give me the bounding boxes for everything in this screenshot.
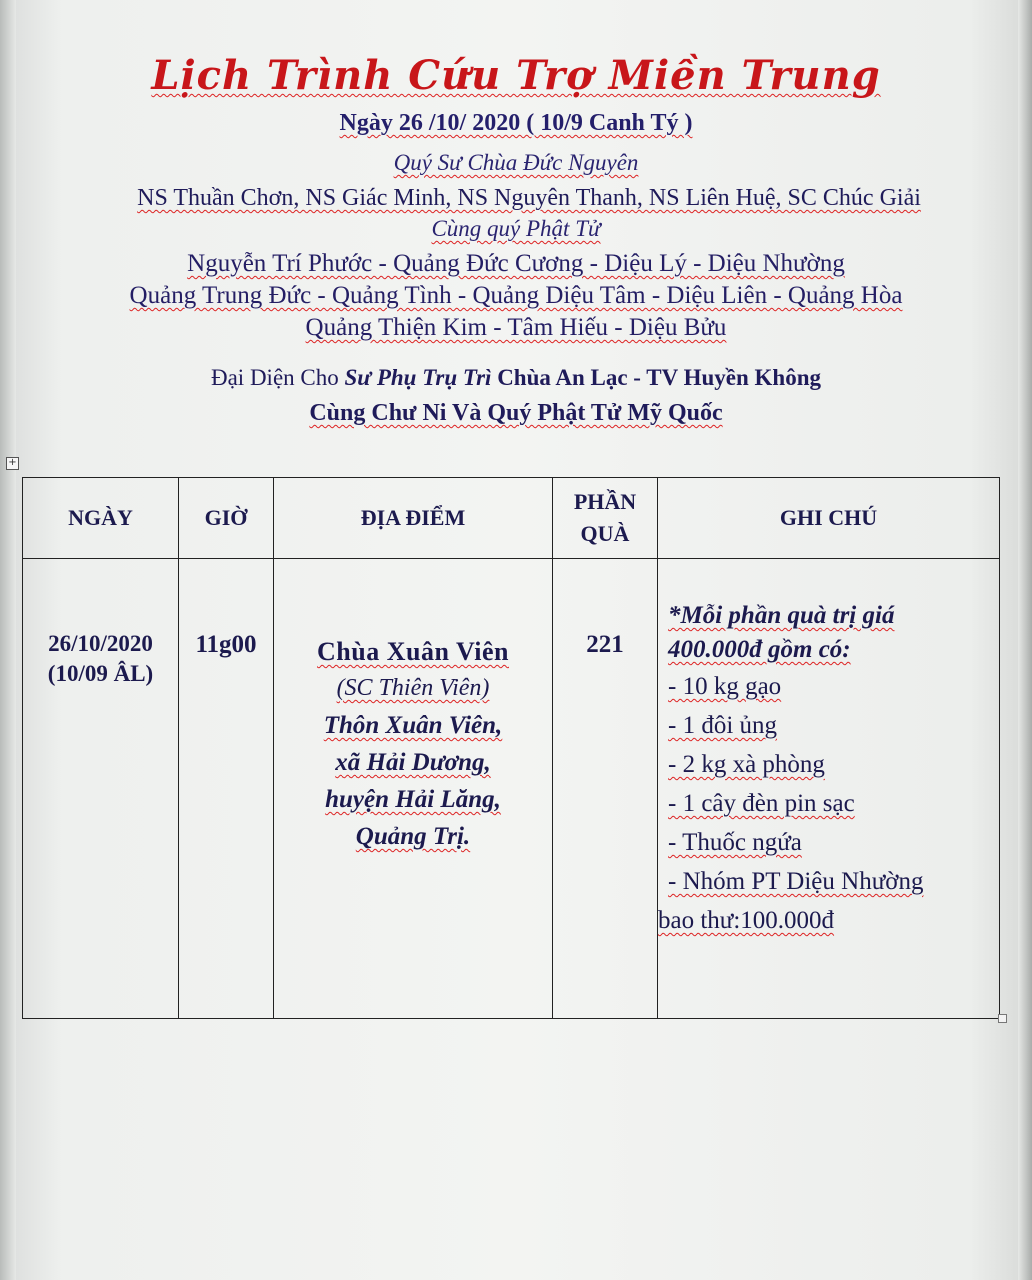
representative-line-2: Cùng Chư Ni Và Quý Phật Tử Mỹ Quốc [309,400,723,426]
place-sub: (SC Thiên Viên) [336,675,490,701]
note-tail: bao thư:100.000đ [658,907,835,934]
note-head-2: 400.000đ gồm có: [668,636,851,663]
date-line: Ngày 26 /10/ 2020 ( 10/9 Canh Tý ) [339,110,693,136]
rep-suffix: Chùa An Lạc - TV Huyền Không [491,365,821,390]
nuns-line: NS Thuần Chơn, NS Giác Minh, NS Nguyên Thanh, NS Liên Huệ, SC Chúc Giải [137,185,921,211]
table-move-handle-icon[interactable]: + [6,457,19,470]
cell-time: 11g00 [179,559,274,1019]
qty-header-line1: PHẦN [573,489,637,514]
col-header-date: NGÀY [23,478,179,559]
row-date: 26/10/2020 [48,631,153,656]
address-line-1: Thôn Xuân Viên, [323,712,503,739]
list-item: - Thuốc ngứa [668,829,802,856]
cell-qty: 221 [553,559,658,1019]
names-line-3: Quảng Thiện Kim - Tâm Hiếu - Diệu Bửu [305,314,727,341]
leader-line: Quý Sư Chùa Đức Nguyên [393,150,639,175]
rep-prefix: Đại Diện Cho [210,365,345,390]
address-line-2: xã Hải Dương, [335,749,491,776]
representative-line [0,365,1032,391]
col-header-qty [553,478,658,559]
list-item: - 2 kg xà phòng [668,751,825,778]
schedule-table [22,477,1000,1019]
place-name: Chùa Xuân Viên [317,637,509,666]
row-lunar-date: (10/09 ÂL) [47,661,154,686]
rep-role: Sư Phụ Trụ Trì [344,365,492,390]
with-line: Cùng quý Phật Tử [431,216,601,241]
cell-date [23,559,179,1019]
col-header-place: ĐỊA ĐIỂM [274,478,553,559]
col-header-note: GHI CHÚ [658,478,1000,559]
screen-edge-left [0,0,16,1280]
table-row [23,559,1000,1019]
col-header-time: GIỜ [179,478,274,559]
document-title: Lịch Trình Cứu Trợ Miền Trung [151,52,881,99]
address-line-3: huyện Hải Lăng, [325,786,501,813]
list-item: - 10 kg gạo [668,673,782,700]
cell-note [658,559,1000,1019]
list-item: - Nhóm PT Diệu Nhường [668,868,924,895]
names-line-1: Nguyễn Trí Phước - Quảng Đức Cương - Diệu Lý - Diệu Nhường [187,250,845,277]
list-item: - 1 đôi ủng [668,712,778,739]
qty-header-line2: QUÀ [580,521,630,546]
cell-place [274,559,553,1019]
note-head-1: *Mỗi phần quà trị giá [668,602,895,629]
list-item: - 1 cây đèn pin sạc [668,790,855,817]
table-header-row [23,478,1000,559]
names-line-2: Quảng Trung Đức - Quảng Tình - Quảng Diệu Tâm - Diệu Liên - Quảng Hòa [129,282,903,309]
table-resize-handle-icon[interactable] [998,1014,1007,1023]
address-line-4: Quảng Trị. [355,823,471,850]
